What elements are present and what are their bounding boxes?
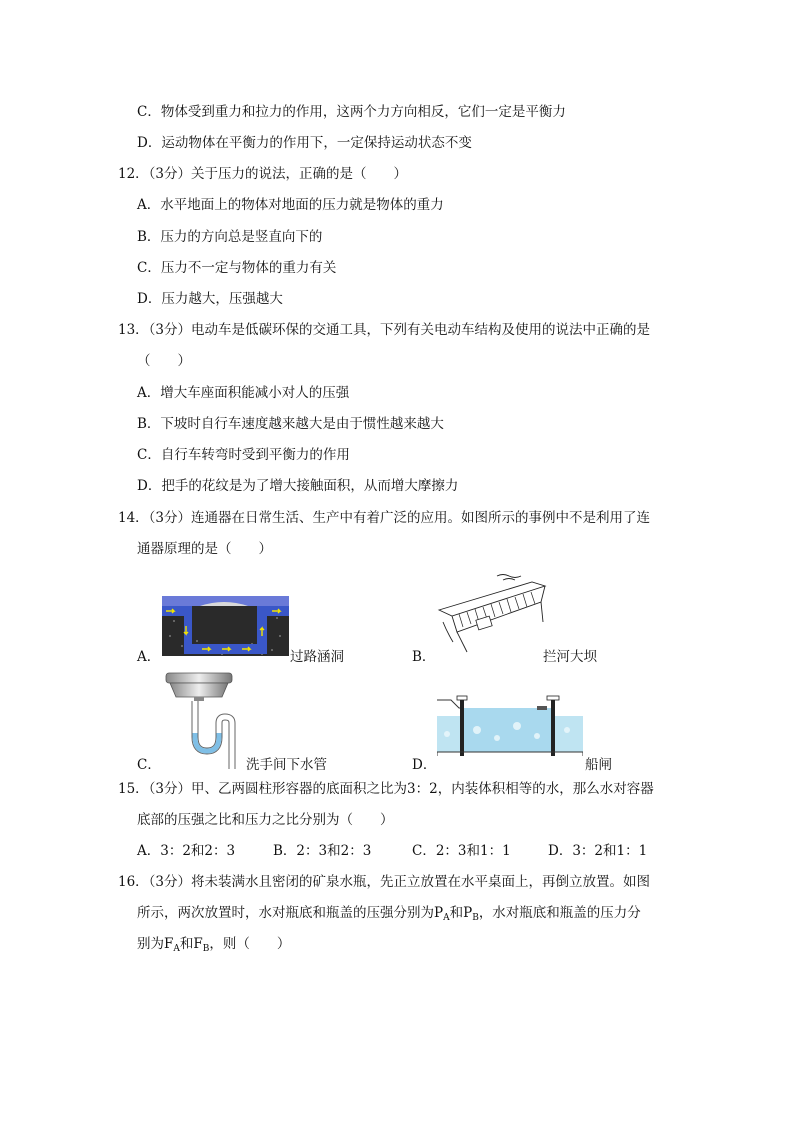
q16-stem-cont-2 bbox=[137, 935, 290, 958]
q16-sub-b: B bbox=[472, 913, 479, 923]
q16-sub-a: A bbox=[443, 913, 450, 923]
q16-text-e: 和F bbox=[179, 936, 203, 952]
q15-option-d: D．3：2和1：1 bbox=[548, 843, 648, 859]
sink-drain-figure bbox=[162, 671, 246, 769]
q14-stem: 14．（3分）连通器在日常生活、生产中有着广泛的应用。如图所示的事例中不是利用了连 bbox=[118, 510, 651, 526]
q16-stem: 16．（3分）将未装满水且密闭的矿泉水瓶，先正立放置在水平桌面上，再倒立放置。如图 bbox=[118, 874, 651, 890]
ship-lock-figure bbox=[437, 690, 583, 768]
q15-option-a: A．3：2和2：3 bbox=[137, 843, 236, 859]
q14-option-d-caption: 船闸 bbox=[585, 757, 612, 773]
q12-option-c: C．压力不一定与物体的重力有关 bbox=[137, 260, 337, 276]
q16-text-d: 别为F bbox=[137, 936, 174, 952]
q15-option-c: C．2：3和1：1 bbox=[412, 843, 511, 859]
q16-text-c: ，水对瓶底和瓶盖的压力分 bbox=[478, 905, 641, 921]
q11-option-c: C．物体受到重力和拉力的作用，这两个力方向相反，它们一定是平衡力 bbox=[137, 104, 566, 120]
q16-text-a: 所示，两次放置时，水对瓶底和瓶盖的压强分别为P bbox=[137, 905, 444, 921]
q14-option-a-caption: 过路涵洞 bbox=[290, 649, 344, 665]
q13-option-d: D．把手的花纹是为了增大接触面积，从而增大摩擦力 bbox=[137, 478, 459, 494]
q14-option-d-letter: D． bbox=[412, 757, 437, 773]
q14-option-b-caption: 拦河大坝 bbox=[543, 649, 597, 665]
q16-sub-c: A bbox=[173, 944, 180, 954]
q14-option-c-caption: 洗手间下水管 bbox=[246, 757, 327, 773]
q14-option-a-letter: A． bbox=[137, 649, 161, 665]
q14-option-c-letter: C． bbox=[137, 757, 161, 773]
q13-option-c: C．自行车转弯时受到平衡力的作用 bbox=[137, 447, 350, 463]
q15-option-b: B．2：3和2：3 bbox=[273, 843, 372, 859]
q14-stem-cont: 通器原理的是（ ） bbox=[137, 541, 272, 557]
q13-stem-cont: （ ） bbox=[137, 353, 191, 369]
q12-stem: 12．（3分）关于压力的说法，正确的是（ ） bbox=[118, 166, 408, 182]
q15-stem: 15．（3分）甲、乙两圆柱形容器的底面积之比为3：2，内装体积相等的水，那么水对容器 bbox=[118, 781, 654, 797]
q15-stem-cont: 底部的压强之比和压力之比分别为（ ） bbox=[137, 812, 394, 828]
q12-option-b: B．压力的方向总是竖直向下的 bbox=[137, 229, 323, 245]
q12-option-a: A．水平地面上的物体对地面的压力就是物体的重力 bbox=[137, 197, 444, 213]
q13-option-a: A．增大车座面积能减小对人的压强 bbox=[137, 385, 350, 401]
dam-figure bbox=[437, 572, 547, 657]
q16-text-b: 和P bbox=[449, 905, 473, 921]
q11-option-d: D．运动物体在平衡力的作用下，一定保持运动状态不变 bbox=[137, 135, 472, 151]
q14-option-b-letter: B． bbox=[412, 649, 436, 665]
q13-stem: 13．（3分）电动车是低碳环保的交通工具，下列有关电动车结构及使用的说法中正确的是 bbox=[118, 322, 651, 338]
q16-text-f: ，则（ ） bbox=[209, 936, 291, 952]
culvert-figure bbox=[162, 596, 289, 656]
q13-option-b: B．下坡时自行车速度越来越大是由于惯性越来越大 bbox=[137, 416, 444, 432]
q16-sub-d: B bbox=[202, 944, 210, 954]
q16-stem-cont-1 bbox=[137, 904, 641, 927]
q12-option-d: D．压力越大，压强越大 bbox=[137, 291, 283, 307]
